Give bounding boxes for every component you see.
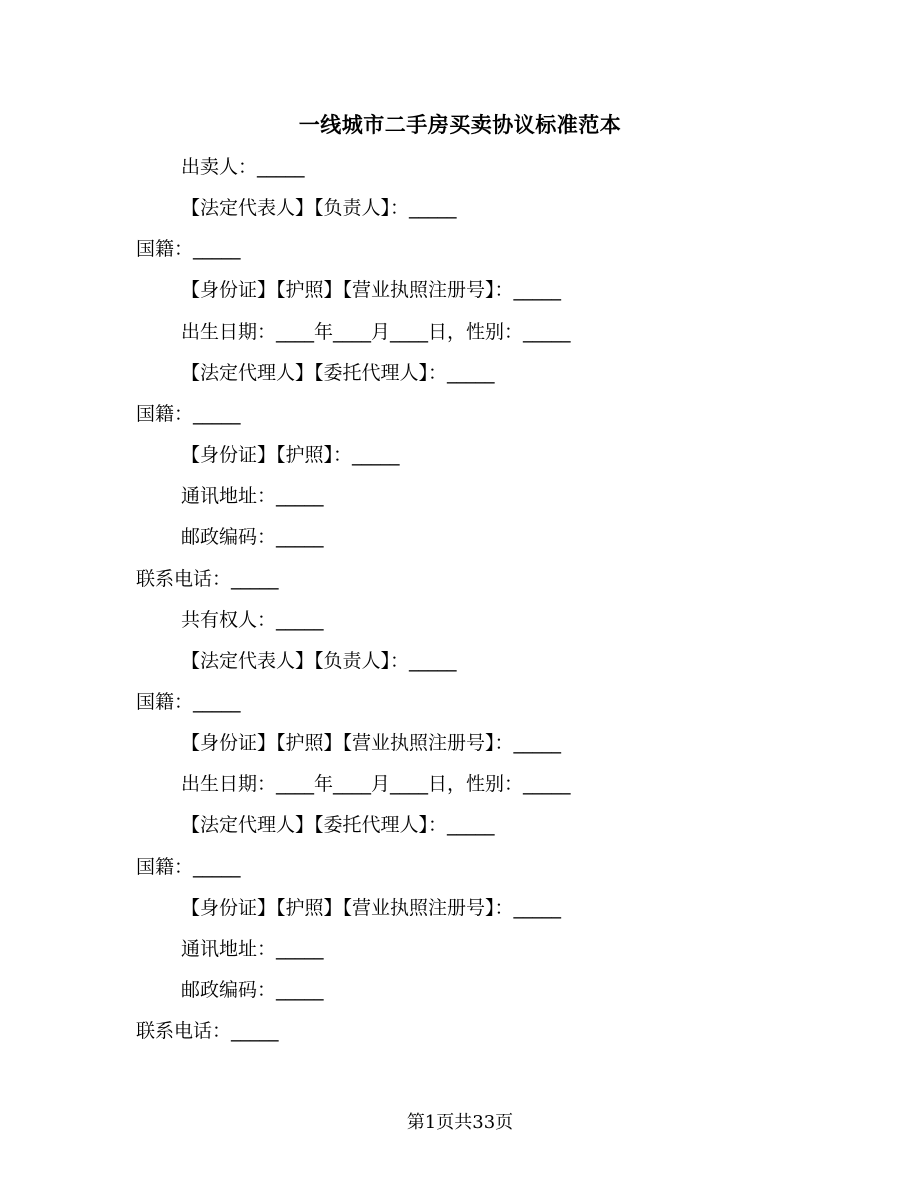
form-line: 通讯地址：_____ <box>181 938 324 960</box>
form-line: 邮政编码：_____ <box>181 526 324 548</box>
form-line: 【法定代表人】【负责人】：_____ <box>181 650 457 672</box>
form-line: 【身份证】【护照】【营业执照注册号】：_____ <box>181 279 562 301</box>
form-line: 共有权人：_____ <box>181 609 324 631</box>
page-footer: 第1页共33页 <box>406 1112 514 1133</box>
form-line: 出卖人：_____ <box>181 156 305 178</box>
form-line: 【身份证】【护照】：_____ <box>181 444 400 466</box>
form-line: 【法定代理人】【委托代理人】：_____ <box>181 814 495 836</box>
form-line: 【法定代表人】【负责人】：_____ <box>181 197 457 219</box>
document-title: 一线城市二手房买卖协议标准范本 <box>298 113 622 137</box>
form-line: 出生日期：____年____月____日，性别：_____ <box>181 773 571 795</box>
form-line: 联系电话：_____ <box>136 568 279 590</box>
form-line: 联系电话：_____ <box>136 1020 279 1042</box>
form-line: 【身份证】【护照】【营业执照注册号】：_____ <box>181 897 562 919</box>
form-line: 出生日期：____年____月____日，性别：_____ <box>181 321 571 343</box>
form-line: 国籍：_____ <box>136 403 241 425</box>
form-line: 【身份证】【护照】【营业执照注册号】：_____ <box>181 732 562 754</box>
form-line: 国籍：_____ <box>136 856 241 878</box>
form-line: 国籍：_____ <box>136 238 241 260</box>
form-line: 邮政编码：_____ <box>181 979 324 1001</box>
form-line: 国籍：_____ <box>136 691 241 713</box>
form-line: 通讯地址：_____ <box>181 485 324 507</box>
form-line: 【法定代理人】【委托代理人】：_____ <box>181 362 495 384</box>
